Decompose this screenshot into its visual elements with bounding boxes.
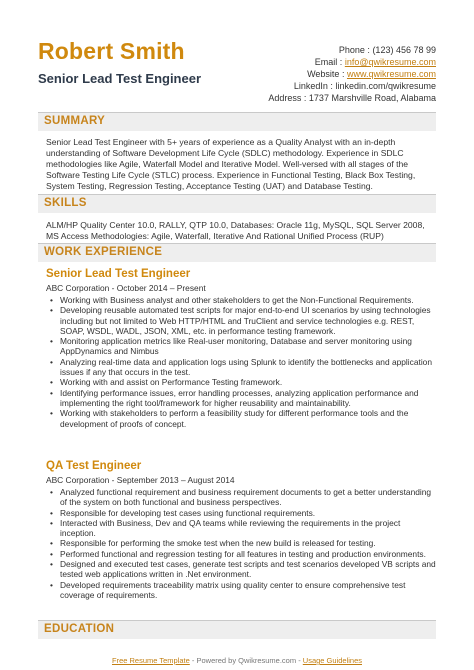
contact-linkedin <box>166 81 436 93</box>
list-item: • Identifying performance issues, error handling processes, analyzing application performance and implementing the right tool/framework for higher reusability and maintainability. <box>46 388 436 409</box>
list-item: • Responsible for developing test cases using functional requirements. <box>46 508 436 518</box>
contact-website <box>166 69 436 81</box>
job-bullets <box>46 487 436 600</box>
address-value: 1737 Marshville Road, Alabama <box>308 92 436 103</box>
summary-heading: SUMMARY <box>44 115 106 127</box>
job-company-dates: ABC Corporation - September 2013 – August 2014 <box>46 475 235 485</box>
list-item: • Performed functional and regression testing for all features in testing and production environments. <box>46 549 436 559</box>
summary-text: Senior Lead Test Engineer with 5+ years of experience as a Quality Analyst with an in-depth understanding of Software Development Life Cycle (SDLC) methodology. Experience in SDLC methodologies like Agile, Waterfall Model and Iterative Model. Well-versed with all stages of the Software Testing Life Cycle (STLC) process. Experience in Functional Testing, Black Box Testing, System Testing, Regression Testing, Acceptance Testing (UAT) and Database Testing. <box>46 137 416 191</box>
list-item: • Monitoring application metrics like Real-user monitoring, Database and server monitoring using AppDynamics and Nimbus <box>46 336 436 357</box>
list-item: • Analyzed functional requirement and business requirement documents to get a better understanding of the system on both functional and business perspectives. <box>46 487 436 508</box>
skills-text: ALM/HP Quality Center 10.0, RALLY, QTP 10.0, Databases: Oracle 11g, MySQL, SQL Server 2008, MS Access Methodologies: Agile, Waterfall, Iterative And Rational Unified Process (RUP) <box>46 220 425 241</box>
education-section-header <box>38 620 436 639</box>
contact-email <box>166 57 436 69</box>
list-item: • Working with stakeholders to perform a feasibility study for different performance tools and the development of proofs of concept. <box>46 408 436 429</box>
candidate-name: Robert Smith <box>38 38 185 64</box>
list-item: • Working with Business analyst and other stakeholders to get the Non-Functional Requirements. <box>46 295 436 305</box>
list-item: • Interacted with Business, Dev and QA teams while reviewing the requirements in the project inception. <box>46 518 436 539</box>
candidate-title: Senior Lead Test Engineer <box>38 71 202 86</box>
linkedin-value: linkedin.com/qwikresume <box>335 80 436 91</box>
skills-heading: SKILLS <box>44 197 87 209</box>
page-footer <box>0 656 474 665</box>
job-title: QA Test Engineer <box>46 460 142 472</box>
list-item: • Designed and executed test cases, generate test scripts and test scenarios developed VB scripts and tested web applications written in .Net environment. <box>46 559 436 580</box>
footer-sep-1: - <box>191 656 197 665</box>
list-item: • Developing reusable automated test scripts for major end-to-end UI scenarios by using technologies including but not limited to Web HTTP/HTML and TruClient and service technologies e.g. REST, SOAP, WSDL, WADL, JSON, XML, etc. in performance testing framework. <box>46 305 436 336</box>
contact-phone <box>166 45 436 57</box>
phone-value: (123) 456 78 99 <box>372 45 436 55</box>
experience-section-header <box>38 243 436 262</box>
phone-label: Phone : <box>338 45 370 55</box>
job-bullets <box>46 295 436 429</box>
list-item: • Developed requirements traceability matrix using quality center to ensure comprehensive test coverage of requirements. <box>46 580 436 601</box>
job-company-dates: ABC Corporation - October 2014 – Present <box>46 283 206 293</box>
experience-heading: WORK EXPERIENCE <box>44 246 163 258</box>
list-item: • Responsible for performing the smoke test when the new build is released for testing. <box>46 538 436 548</box>
address-label: Address : <box>268 92 307 103</box>
footer-template-link[interactable]: Free Resume Template <box>111 656 190 665</box>
website-label: Website : <box>307 68 345 79</box>
contact-block <box>166 45 436 105</box>
email-link[interactable]: info@qwikresume.com <box>344 56 436 67</box>
skills-section-header <box>38 194 436 213</box>
summary-section-header <box>38 112 436 131</box>
website-link[interactable]: www.qwikresume.com <box>346 68 436 79</box>
footer-sep-2: - <box>298 656 303 665</box>
email-label: Email : <box>314 56 343 67</box>
contact-address <box>166 93 436 105</box>
footer-powered: Powered by Qwikresume.com <box>196 656 297 665</box>
list-item: • Working with and assist on Performance Testing framework. <box>46 377 436 387</box>
education-heading: EDUCATION <box>44 623 115 635</box>
list-item: • Analyzing real-time data and application logs using Splunk to identify the bottlenecks and application issues if any that occurs in the test. <box>46 357 436 378</box>
footer-guidelines-link[interactable]: Usage Guidelines <box>302 656 362 665</box>
job-title: Senior Lead Test Engineer <box>46 268 191 280</box>
linkedin-label: LinkedIn : <box>293 80 333 91</box>
